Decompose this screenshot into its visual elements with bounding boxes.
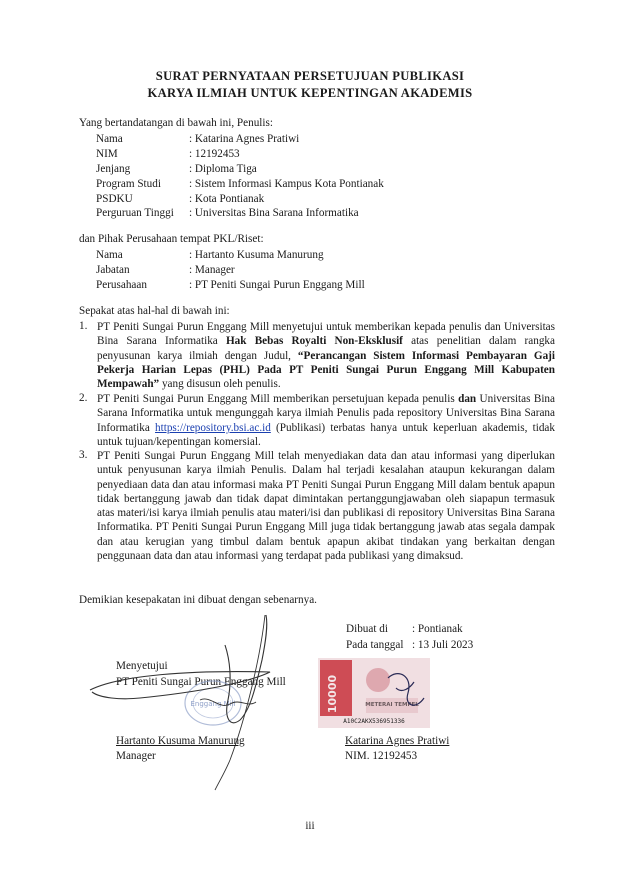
field-label: PSDKU [96,192,133,205]
field-value: : Katarina Agnes Pratiwi [189,133,300,145]
approving-company: PT Peniti Sungai Purun Enggang Mill [116,676,286,688]
author-fields [96,132,384,221]
agreement-item-3: PT Peniti Sungai Purun Enggang Mill telah menyediakan data dan atau informasi yang diperlukan untuk penyusunan karya ilmiah Penulis. Dalam hal terjadi kesalahan ataupun kekurangan dalam penyediaan data dan atau informasi maka PT Peniti Sungai Purun Enggang Mill dalam bentuk apapun tidak bertanggung jawab dan tidak dapat dimintakan pertanggungjawaban oleh siapapun termasuk atas materi/isi karya ilmiah penulis atau materi/isi dan publikasi di repository Universitas Bina Sarana Informatika. PT Peniti Sungai Purun Enggang Mill juga tidak bertanggung jawab atas segala dampak dan atau kerugian yang timbul dalam bentuk apapun akibat tindakan yang berkaitan dengan penggunaan data dan atau informasi yang terdapat pada publikasi yang dimaksud. [97,450,555,563]
field-label: Jabatan [96,263,130,276]
field-label: Perusahaan [96,278,147,291]
field-label: Program Studi [96,177,161,190]
garuda-emblem [366,668,390,692]
meterai-value: 10000 [326,674,339,714]
author-intro: Yang bertandatangan di bawah ini, Penulis: [79,117,273,129]
field-label: NIM [96,147,118,160]
field-label: Jenjang [96,162,131,175]
field-label: Perguruan Tinggi [96,207,174,220]
field-value: : 12192453 [189,147,240,160]
thesis-title: “Perancangan Sistem Informasi Pembayaran Gaji Pekerja Harian Lepas (PHL) Pada PT Peniti Sungai Purun Enggang Mill Kabupaten Mempawah” [97,349,556,391]
date-label: Pada tanggal [346,639,404,651]
author-field-row [96,162,384,177]
item-text: PT Peniti Sungai Purun Enggang Mill memberikan persetujuan kepada penulis [97,393,459,405]
signature-loop [90,672,270,699]
approval-label: Menyetujui [116,660,168,672]
signatory-name: Hartanto Kusuma Manurung [116,735,245,747]
field-value: : Diploma Tiga [189,162,257,175]
item-bold-text: dan [458,393,477,405]
closing-statement: Demikian kesepakatan ini dibuat dengan sebenarnya. [79,594,317,606]
item-2-number: 2. [79,392,88,404]
item-3-number: 3. [79,449,88,461]
author-field-row [96,132,384,147]
meterai-serial: A10C2AKX536951336 [343,718,405,725]
date-row [346,637,473,653]
item-text: yang disusun oleh penulis. [159,378,281,391]
author-field-row [96,206,384,221]
company-field-row [96,248,365,263]
item-text: (Publikasi) terbatas hanya untuk keperluan akademis, tidak untuk tujuan/kepentingan komersial. [97,421,555,448]
item-1-number: 1. [79,320,88,332]
meterai-graphic [318,658,430,728]
item-text: atas penelitian dalam rangka penyusunan karya ilmiah dengan Judul, [97,335,555,362]
agreement-item-2 [97,392,555,449]
author-nim-signature: NIM. 12192453 [345,750,418,762]
document-title [0,68,620,102]
company-fields [96,248,365,293]
repository-link[interactable]: https://repository.bsi.ac.id [155,421,271,434]
title-line-2: KARYA ILMIAH UNTUK KEPENTINGAN AKADEMIS [147,86,473,100]
field-value: : Kota Pontianak [189,192,265,205]
company-field-row [96,263,365,278]
item-text: Universitas Bina Sarana Informatika untuk mengunggah karya ilmiah Penulis pada repository Universitas Bina Sarana Informatika [97,393,555,434]
item-text: PT Peniti Sungai Purun Enggang Mill menyetujui untuk memberikan kepada penulis dan Universitas Bina Sarana Informatika [97,321,555,348]
field-value: : Manager [189,263,235,276]
field-value: : PT Peniti Sungai Purun Enggang Mill [189,278,365,291]
field-label: Nama [96,249,123,261]
title-line-1: SURAT PERNYATAAN PERSETUJUAN PUBLIKASI [155,69,465,83]
company-field-row [96,278,365,293]
meterai-label: METERAI TEMPEL [365,702,419,708]
agreement-item-1 [97,320,555,391]
company-intro: dan Pihak Perusahaan tempat PKL/Riset: [79,233,264,245]
author-field-row [96,192,384,207]
signatory-role: Manager [116,750,156,762]
meterai-stamp [318,658,430,728]
field-value: : Hartanto Kusuma Manurung [189,249,324,261]
field-value: : Sistem Informasi Kampus Kota Pontianak [189,177,384,190]
author-field-row [96,147,384,162]
place-row [346,621,473,637]
company-stamp-text: Enggang Mill [190,700,236,708]
company-signature-stamp [80,600,300,800]
author-name-signature: Katarina Agnes Pratiwi [345,735,450,747]
author-field-row [96,177,384,192]
field-label: Nama [96,133,123,145]
page-number: iii [305,820,315,832]
place-label: Dibuat di [346,623,388,635]
field-value: : Universitas Bina Sarana Informatika [189,207,359,220]
place-date [346,621,473,653]
agreement-intro: Sepakat atas hal-hal di bawah ini: [79,305,230,317]
date-value: : 13 Juli 2023 [412,639,474,651]
place-value: : Pontianak [412,623,463,635]
item-bold-text: Hak Bebas Royalti Non-Eksklusif [225,335,403,348]
